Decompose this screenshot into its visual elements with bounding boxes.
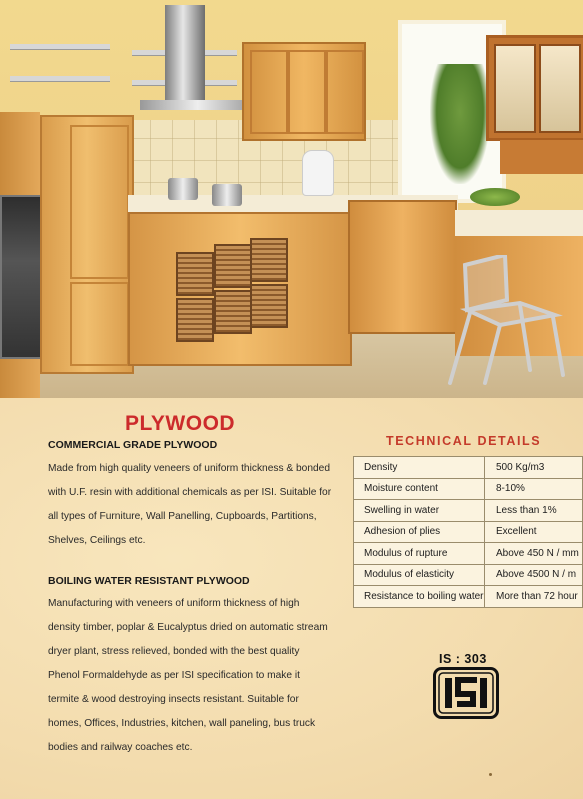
wicker-basket <box>250 284 288 328</box>
value-cell: Above 4500 N / m <box>485 564 583 586</box>
cooking-pot <box>168 178 198 200</box>
section-body-commercial: Made from high quality veneers of uniform thickness & bonded with U.F. resin with additional chemicals as per ISI. Suitable for all types of Furniture, Wall Panelling, Cupboards, Partitions, Shelves, Ceilings etc. <box>48 463 332 546</box>
wicker-basket <box>176 252 214 296</box>
wicker-basket <box>176 298 214 342</box>
wicker-basket <box>214 290 252 334</box>
table-row <box>354 500 583 522</box>
print-speck <box>489 773 492 776</box>
glass-door-cabinet <box>486 35 583 141</box>
glass-shelf <box>10 44 110 50</box>
table-row <box>354 564 583 586</box>
section-body-bwr: Manufacturing with veneers of uniform thickness of high density timber, poplar & Eucalyptus dried on automatic stream dryer plant, stress relieved, bonded with the best quality Phenol Formaldehyde as per ISI specification to make it termite & wood destroying insects resistant. Suitable for homes, Offices, Industries, kitchen, wall paneling, bus truck bodies and railway coaches etc. <box>48 598 328 753</box>
table-row <box>354 521 583 543</box>
kitchen-photo <box>0 0 583 398</box>
isi-certification-mark-icon <box>433 667 499 719</box>
value-cell: More than 72 hour <box>485 586 583 608</box>
section-heading-commercial: COMMERCIAL GRADE PLYWOOD <box>48 439 218 451</box>
base-cabinet <box>128 212 352 366</box>
glass-shelf <box>10 76 110 82</box>
value-cell: Excellent <box>485 521 583 543</box>
is-standard-label: IS : 303 <box>439 652 487 666</box>
table-row <box>354 478 583 500</box>
technical-details-title: TECHNICAL DETAILS <box>386 434 542 448</box>
tall-cabinet <box>40 115 134 374</box>
table-row <box>354 457 583 479</box>
property-cell: Adhesion of plies <box>354 521 485 543</box>
technical-details-table <box>353 456 583 608</box>
stand-mixer <box>302 150 334 196</box>
table-row <box>354 543 583 565</box>
fruit-bowl <box>470 188 520 206</box>
wicker-basket <box>250 238 288 282</box>
range-hood <box>165 5 205 105</box>
cooking-pot <box>212 184 242 206</box>
section-heading-bwr: BOILING WATER RESISTANT PLYWOOD <box>48 575 250 587</box>
range-hood-base <box>140 100 255 110</box>
value-cell: 8-10% <box>485 478 583 500</box>
corner-cabinet <box>348 200 457 334</box>
table-row <box>354 586 583 608</box>
property-cell: Density <box>354 457 485 479</box>
bar-chair <box>445 255 565 385</box>
property-cell: Moisture content <box>354 478 485 500</box>
value-cell: Less than 1% <box>485 500 583 522</box>
property-cell: Modulus of rupture <box>354 543 485 565</box>
value-cell: Above 450 N / mm <box>485 543 583 565</box>
island-countertop <box>455 210 583 239</box>
wicker-basket <box>214 244 252 288</box>
upper-cabinet <box>242 42 366 141</box>
property-cell: Resistance to boiling water <box>354 586 485 608</box>
property-cell: Modulus of elasticity <box>354 564 485 586</box>
value-cell: 500 Kg/m3 <box>485 457 583 479</box>
product-title: PLYWOOD <box>125 412 236 435</box>
basket-shelf <box>500 140 583 174</box>
property-cell: Swelling in water <box>354 500 485 522</box>
